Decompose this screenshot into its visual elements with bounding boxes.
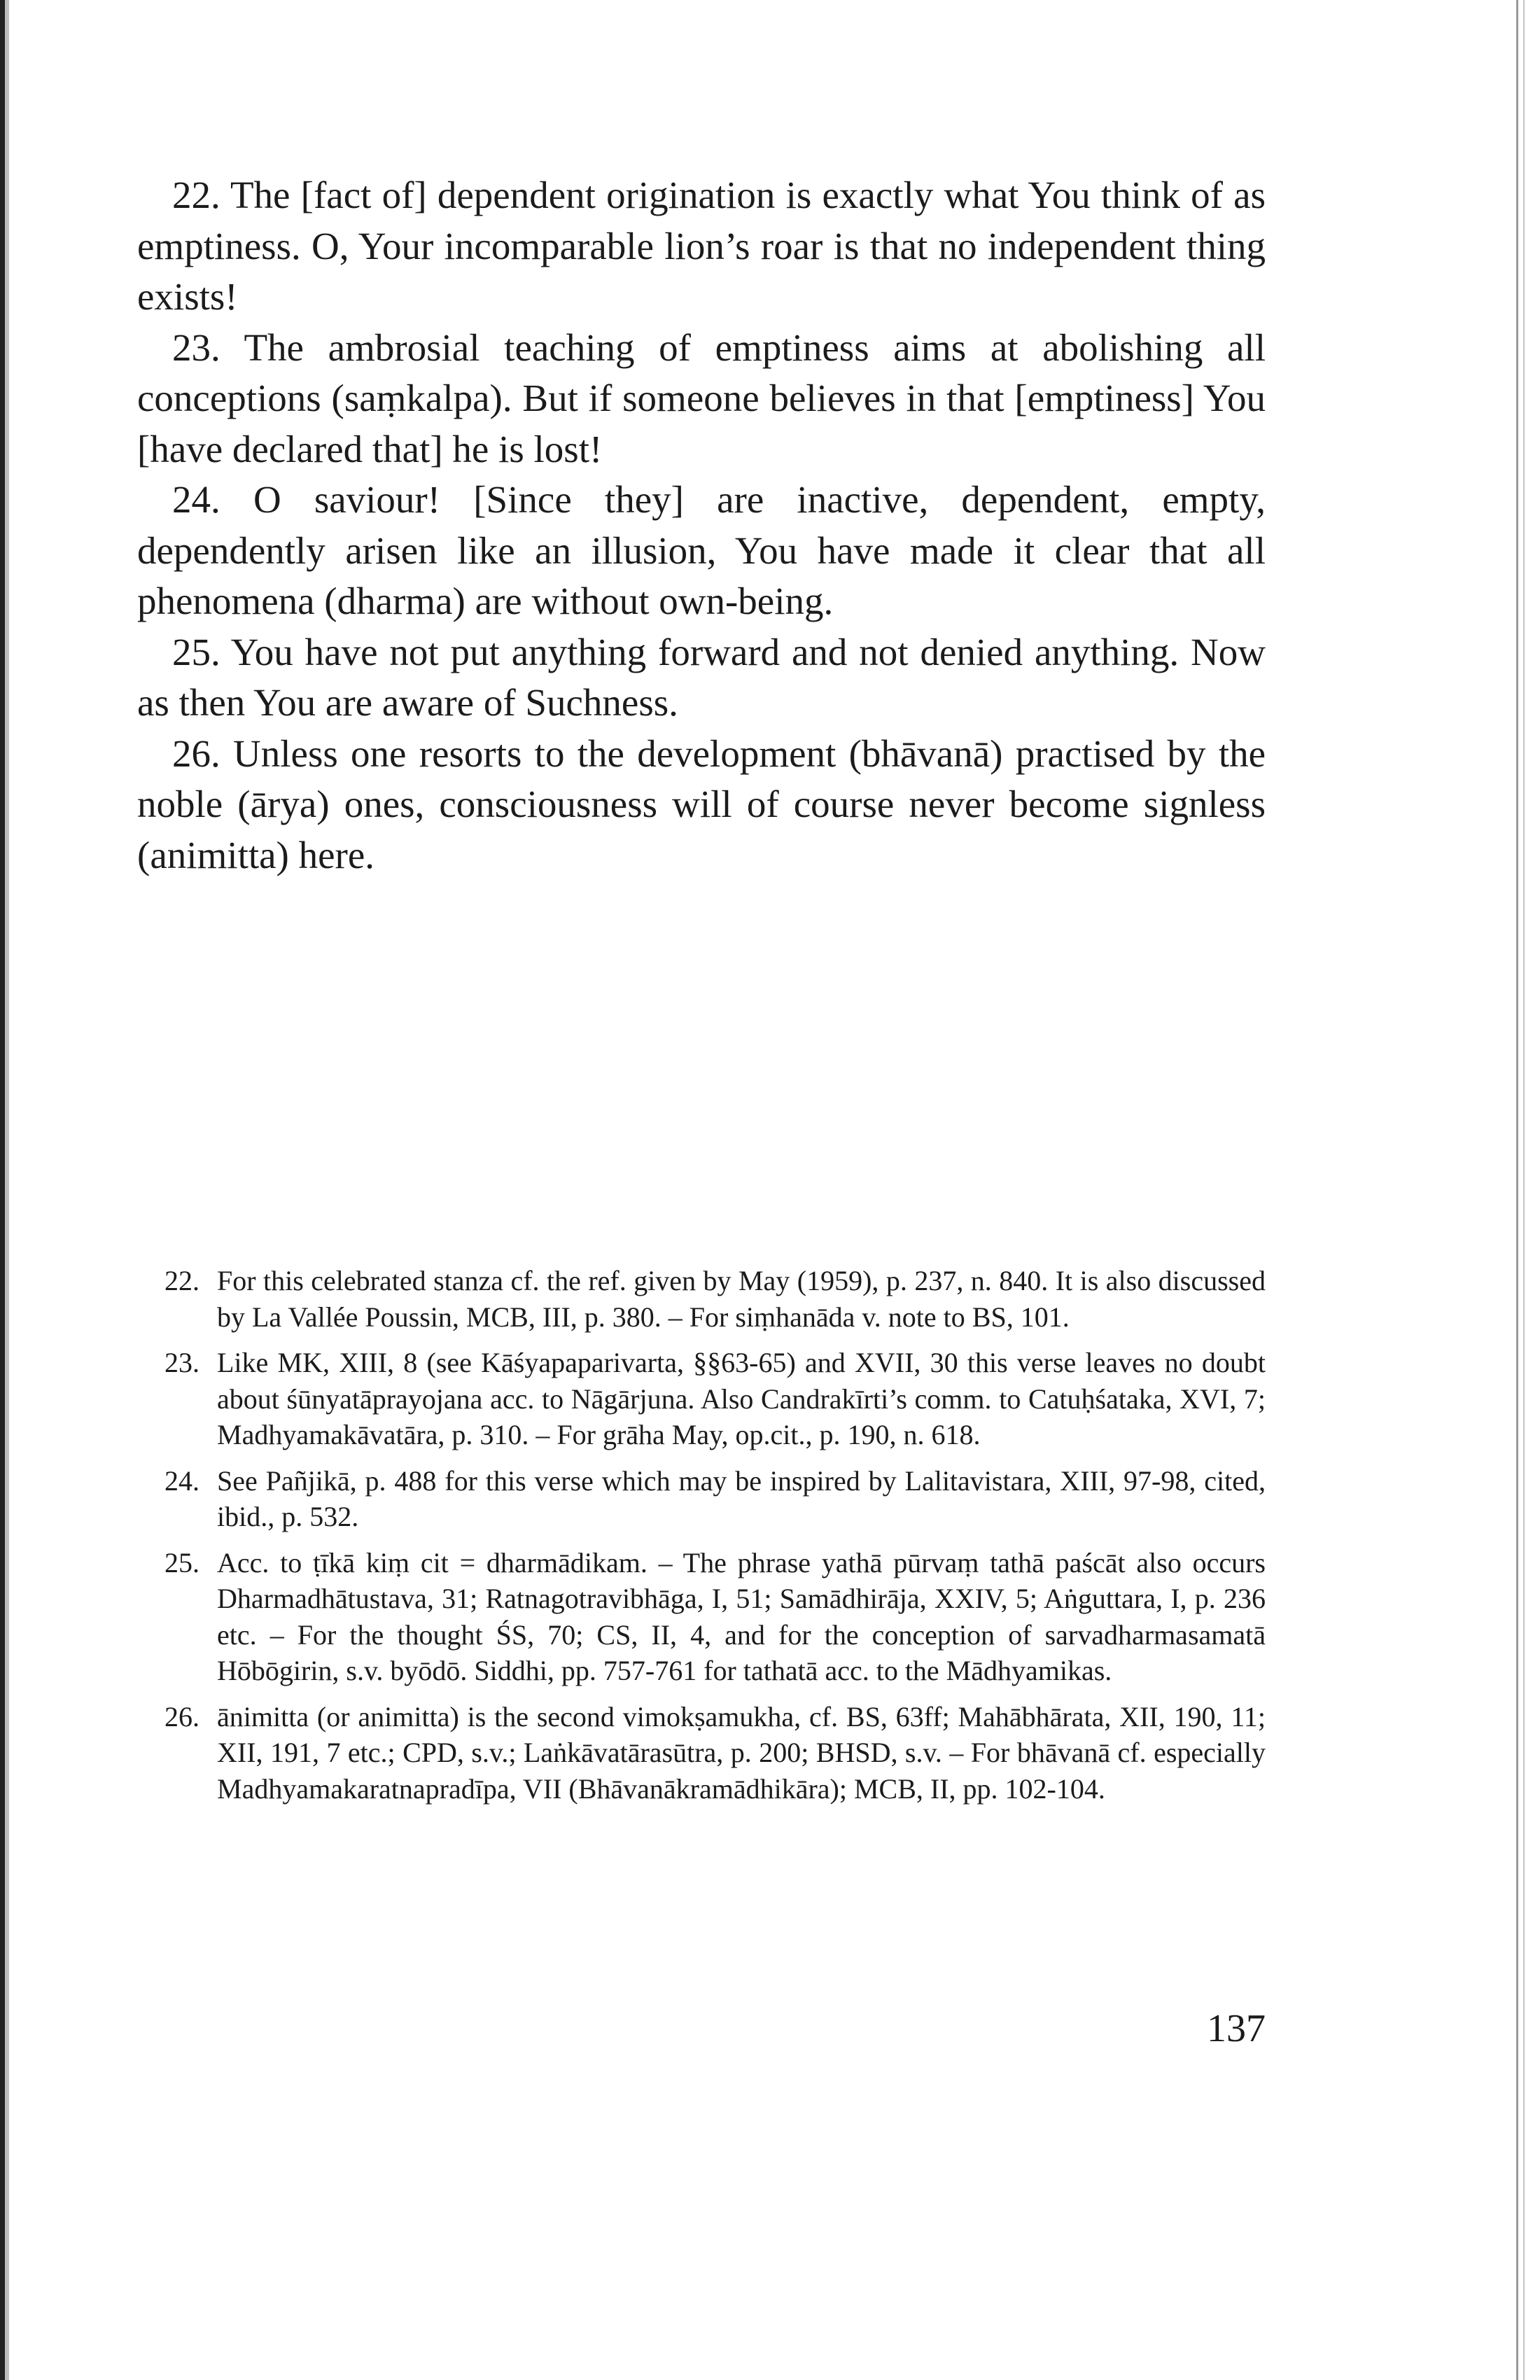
stanza-25 [137,627,1266,729]
stanza-23 [137,323,1266,475]
stanza-text: O saviour! [Since they] are inactive, dependent, empty, dependently arisen like an illusion, You have made it clear that all phenomena (dharma) are without own-being. [137,478,1266,622]
stanza-24 [137,475,1266,627]
footnote-text: Like MK, XIII, 8 (see Kāśyapaparivarta, §§63-65) and XVII, 30 this verse leaves no doubt about śūnyatāprayojana acc. to Nāgārjuna. Also Candrakīrti’s comm. to Catuḥśataka, XVI, 7; Madhyamakāvatāra, p. 310. – For grāha May, op.cit., p. 190, n. 618. [217,1347,1266,1450]
scan-edge-right-inner [1523,0,1525,2380]
footnote-text: For this celebrated stanza cf. the ref. given by May (1959), p. 237, n. 840. It is also discussed by La Vallée Poussin, MCB, III, p. 380. – For siṃhanāda v. note to BS, 101. [217,1265,1266,1333]
page-number: 137 [1207,2007,1266,2050]
footnote-number: 26. [164,1700,200,1732]
footnote-22 [164,1263,1266,1335]
stanza-text: You have not put anything forward and not denied anything. Now as then You are aware of Suchness. [137,630,1266,724]
stanza-26 [137,729,1266,881]
stanza-number: 26. [172,732,220,775]
stanza-text: The ambrosial teaching of emptiness aims at abolishing all conceptions (saṃkalpa). But if someone believes in that [emptiness] You [have declared that] he is lost! [137,326,1266,470]
footnote-number: 23. [164,1347,200,1378]
footnote-24 [164,1463,1266,1535]
footnote-26 [164,1699,1266,1807]
footnote-number: 24. [164,1464,200,1497]
footnote-text: Acc. to ṭīkā kiṃ cit = dharmādikam. – The phrase yathā pūrvaṃ tathā paścāt also occurs Dharmadhātustava, 31; Ratnagotravibhāga, I, 51; Samādhirāja, XXIV, 5; Aṅguttara, I, p. 236 etc. – For the thought ŚS, 70; CS, II, 4, and for the conception of sarvadharmasamatā Hōbōgirin, s.v. byōdō. Siddhi, pp. 757-761 for tathatā acc. to the Mādhyamikas. [217,1546,1266,1686]
stanza-list [137,170,1266,881]
footnote-text: ānimitta (or animitta) is the second vimokṣamukha, cf. BS, 63ff; Mahābhārata, XII, 190, 11; XII, 191, 7 etc.; CPD, s.v.; Laṅkāvatārasūtra, p. 200; BHSD, s.v. – For bhāvanā cf. especially Madhyamakaratnapradīpa, VII (Bhāvanākramādhikāra); MCB, II, pp. 102-104. [217,1700,1266,1805]
footnote-25 [164,1545,1266,1689]
footnote-number: 25. [164,1546,200,1578]
footnote-list [164,1263,1266,1816]
stanza-number: 22. [172,174,220,216]
scan-edge-right [1516,0,1518,2380]
footnote-23 [164,1345,1266,1453]
stanza-22 [137,170,1266,323]
stanza-number: 23. [172,326,220,369]
footnote-text: See Pañjikā, p. 488 for this verse which may be inspired by Lalitavistara, XIII, 97-98, cited, ibid., p. 532. [217,1464,1266,1532]
scan-edge-left-shadow [5,0,9,2380]
stanza-text: The [fact of] dependent origination is exactly what You think of as emptiness. O, Your incomparable lion’s roar is that no independent thing exists! [137,174,1266,318]
footnote-number: 22. [164,1265,200,1296]
stanza-number: 25. [172,630,220,673]
stanza-number: 24. [172,478,220,521]
scan-edge-left [0,0,5,2380]
stanza-text: Unless one resorts to the development (bhāvanā) practised by the noble (ārya) ones, consciousness will of course never become signless (animitta) here. [137,732,1266,876]
